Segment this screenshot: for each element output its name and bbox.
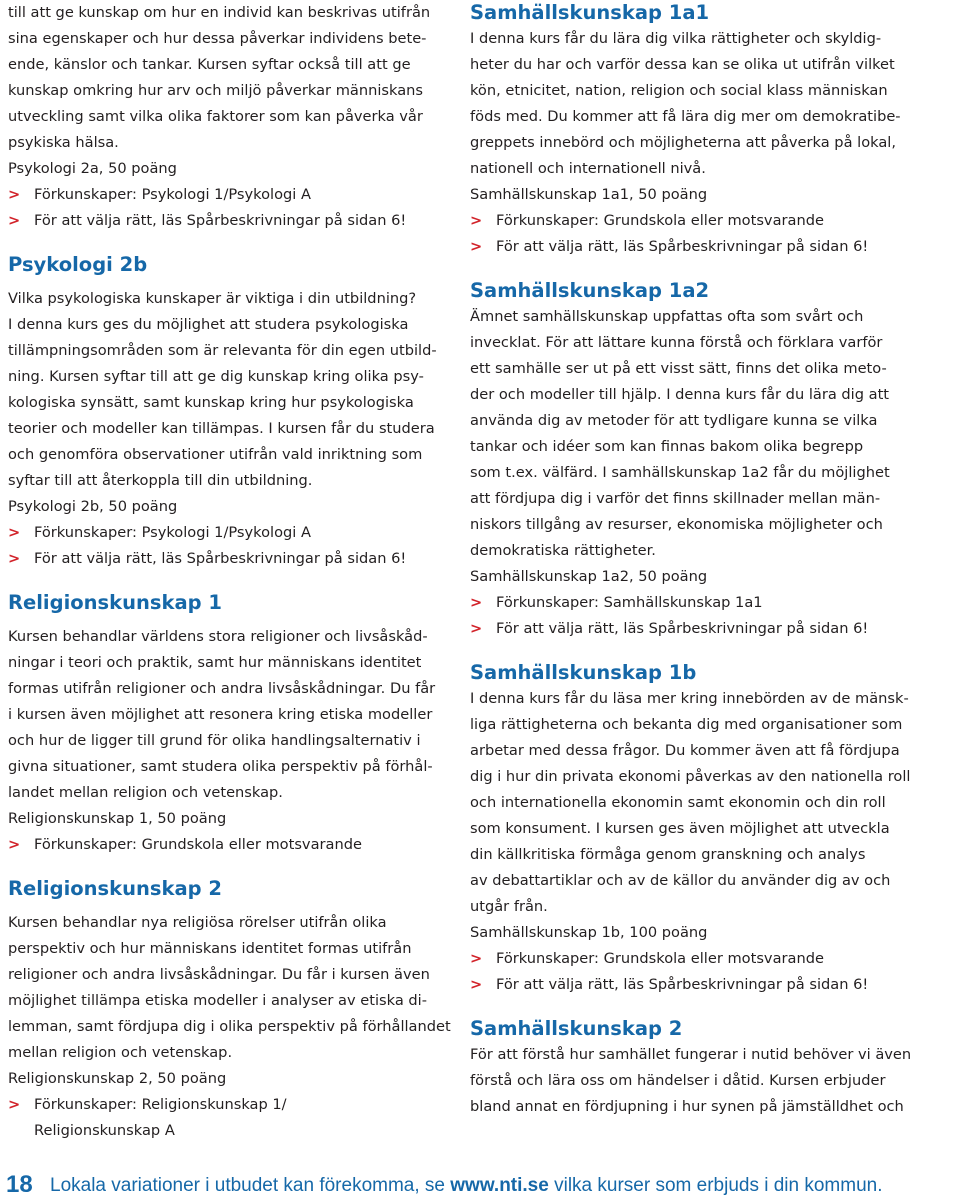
samhallskunskap-1a2-description [470,304,952,564]
prerequisite-bullet: > Förkunskaper: Grundskola eller motsvarande [8,832,444,858]
text-line: och hur de ligger till grund för olika handlingsalternativ i [8,732,421,749]
course-points: Samhällskunskap 1a1, 50 poäng [470,186,708,203]
text-line: religioner och andra livsåskådningar. Du får i kursen även [8,966,430,983]
prerequisite-bullet: > Förkunskaper: Grundskola eller motsvarande [470,208,952,234]
prerequisite-bullet: > Förkunskaper: Religionskunskap 1/ [8,1092,444,1118]
text-line: dig i hur din privata ekonomi påverkas av den nationella roll [470,768,911,785]
text-line: perspektiv och hur människans identitet formas utifrån [8,940,412,957]
samhallskunskap-2-description [470,1042,952,1120]
text-line: tankar och idéer som kan finnas bakom olika begrepp [470,438,864,455]
text-line: landet mellan religion och vetenskap. [8,784,283,801]
text-line: greppets innebörd och möjligheterna att påverka på lokal, [470,134,896,151]
text-line: formas utifrån religioner och andra livsåskådningar. Du får [8,680,436,697]
arrow-icon: > [470,976,483,993]
arrow-icon: > [8,836,21,853]
text-line: i kursen även möjlighet att resonera kring etiska modeller [8,706,433,723]
prerequisite-bullet: > Förkunskaper: Psykologi 1/Psykologi A [8,520,444,546]
section-heading-samhallskunskap-2: Samhällskunskap 2 [470,1017,683,1040]
course-points: Psykologi 2b, 50 poäng [8,498,178,515]
arrow-icon: > [470,620,483,637]
religionskunskap-2-description [8,910,451,1066]
text-line: arbetar med dessa frågor. Du kommer även att få fördjupa [470,742,900,759]
track-info-bullet: > För att välja rätt, läs Spårbeskrivningar på sidan 6! [470,616,952,642]
text-line: I denna kurs får du läsa mer kring innebörden av de mänsk- [470,690,909,707]
nti-website-link[interactable]: www.nti.se [450,1175,549,1196]
text-line: invecklat. För att lättare kunna förstå och förklara varför [470,334,883,351]
text-line: niskors tillgång av resurser, ekonomiska möjligheter och [470,516,883,533]
text-line: Kursen behandlar världens stora religioner och livsåskåd- [8,628,428,645]
prerequisite-bullet: > Förkunskaper: Samhällskunskap 1a1 [470,590,952,616]
text-line: förstå och lära oss om händelser i dåtid. Kursen erbjuder [470,1072,886,1089]
course-points: Psykologi 2a, 50 poäng [8,160,177,177]
section-heading-religionskunskap-2: Religionskunskap 2 [8,877,222,900]
text-line: kologiska synsätt, samt kunskap kring hur psykologiska [8,394,414,411]
text-line: Vilka psykologiska kunskaper är viktiga i din utbildning? [8,290,417,307]
text-line: att fördjupa dig i varför det finns skillnader mellan män- [470,490,881,507]
text-line: använda dig av metoder för att tydligare kunna se vilka [470,412,878,429]
course-points: Religionskunskap 1, 50 poäng [8,810,227,827]
course-points: Religionskunskap 2, 50 poäng [8,1070,227,1087]
text-line: liga rättigheterna och bekanta dig med organisationer som [470,716,903,733]
psykologi-2b-description [8,286,444,494]
text-line: ningar i teori och praktik, samt hur människans identitet [8,654,422,671]
text-line: bland annat en fördjupning i hur synen på jämställdhet och [470,1098,904,1115]
section-heading-psykologi-2b: Psykologi 2b [8,253,148,276]
text-line: psykiska hälsa. [8,134,119,151]
text-line: mellan religion och vetenskap. [8,1044,233,1061]
text-line: heter du har och varför dessa kan se olika ut utifrån vilket [470,56,895,73]
footer-note: Lokala variationer i utbudet kan förekomma, se www.nti.se vilka kurser som erbjuds i din kommun. [50,1175,883,1196]
course-points: Samhällskunskap 1a2, 50 poäng [470,568,708,585]
text-line: teorier och modeller kan tillämpas. I kursen får du studera [8,420,435,437]
text-line: demokratiska rättigheter. [470,542,656,559]
right-column [470,0,952,1120]
section-heading-samhallskunskap-1b: Samhällskunskap 1b [470,661,697,684]
text-line: lemman, samt fördjupa dig i olika perspektiv på förhållandet [8,1018,451,1035]
track-info-bullet: > För att välja rätt, läs Spårbeskrivningar på sidan 6! [8,208,444,234]
prerequisite-bullet: > Förkunskaper: Psykologi 1/Psykologi A [8,182,444,208]
course-points: Samhällskunskap 1b, 100 poäng [470,924,708,941]
text-line: nationell och internationell nivå. [470,160,706,177]
religionskunskap-1-description [8,624,444,806]
prerequisite-bullet-continued: Religionskunskap A [34,1122,175,1139]
text-line: till att ge kunskap om hur en individ kan beskrivas utifrån [8,4,431,21]
section-heading-samhallskunskap-1a1: Samhällskunskap 1a1 [470,1,710,24]
text-line: För att förstå hur samhället fungerar i nutid behöver vi även [470,1046,912,1063]
text-line: ende, känslor och tankar. Kursen syftar också till att ge [8,56,411,73]
text-line: I denna kurs får du lära dig vilka rättigheter och skyldig- [470,30,882,47]
arrow-icon: > [470,594,483,611]
prerequisite-bullet: > Förkunskaper: Grundskola eller motsvarande [470,946,952,972]
arrow-icon: > [470,212,483,229]
text-line: din källkritiska förmåga genom granskning och analys [470,846,866,863]
text-line: der och modeller till hjälp. I denna kurs får du lära dig att [470,386,890,403]
text-line: Kursen behandlar nya religiösa rörelser utifrån olika [8,914,387,931]
track-info-bullet: > För att välja rätt, läs Spårbeskrivningar på sidan 6! [470,234,952,260]
text-line: som konsument. I kursen ges även möjlighet att utveckla [470,820,890,837]
text-line: utveckling samt vilka olika faktorer som kan påverka vår [8,108,423,125]
intro-paragraph [8,0,444,156]
page-number: 18 [6,1171,33,1198]
page-footer [0,1170,960,1200]
text-line: syftar till att återkoppla till din utbildning. [8,472,313,489]
text-line: ning. Kursen syftar till att ge dig kunskap kring olika psy- [8,368,424,385]
text-line: och internationella ekonomin samt ekonomin och din roll [470,794,886,811]
arrow-icon: > [470,950,483,967]
arrow-icon: > [8,550,21,567]
text-line: I denna kurs ges du möjlighet att studera psykologiska [8,316,409,333]
arrow-icon: > [8,186,21,203]
left-column [8,0,451,1144]
text-line: Ämnet samhällskunskap uppfattas ofta som svårt och [470,308,864,325]
arrow-icon: > [8,212,21,229]
samhallskunskap-1b-description [470,686,952,920]
text-line: givna situationer, samt studera olika perspektiv på förhål- [8,758,433,775]
text-line: som t.ex. välfärd. I samhällskunskap 1a2 får du möjlighet [470,464,890,481]
arrow-icon: > [8,524,21,541]
text-line: föds med. Du kommer att få lära dig mer om demokratibe- [470,108,901,125]
section-heading-samhallskunskap-1a2: Samhällskunskap 1a2 [470,279,710,302]
text-line: kunskap omkring hur arv och miljö påverkar människans [8,82,423,99]
text-line: tillämpningsområden som är relevanta för din egen utbild- [8,342,437,359]
track-info-bullet: > För att välja rätt, läs Spårbeskrivningar på sidan 6! [470,972,952,998]
text-line: kön, etnicitet, nation, religion och social klass människan [470,82,888,99]
samhallskunskap-1a1-description [470,26,952,182]
section-heading-religionskunskap-1: Religionskunskap 1 [8,591,222,614]
text-line: utgår från. [470,898,548,915]
track-info-bullet: > För att välja rätt, läs Spårbeskrivningar på sidan 6! [8,546,444,572]
text-line: sina egenskaper och hur dessa påverkar individens bete- [8,30,427,47]
text-line: av debattartiklar och av de källor du använder dig av och [470,872,891,889]
text-line: ett samhälle ser ut på ett visst sätt, finns det olika meto- [470,360,887,377]
text-line: möjlighet tillämpa etiska modeller i analyser av etiska di- [8,992,427,1009]
arrow-icon: > [8,1096,21,1113]
text-line: och genomföra observationer utifrån vald inriktning som [8,446,423,463]
arrow-icon: > [470,238,483,255]
